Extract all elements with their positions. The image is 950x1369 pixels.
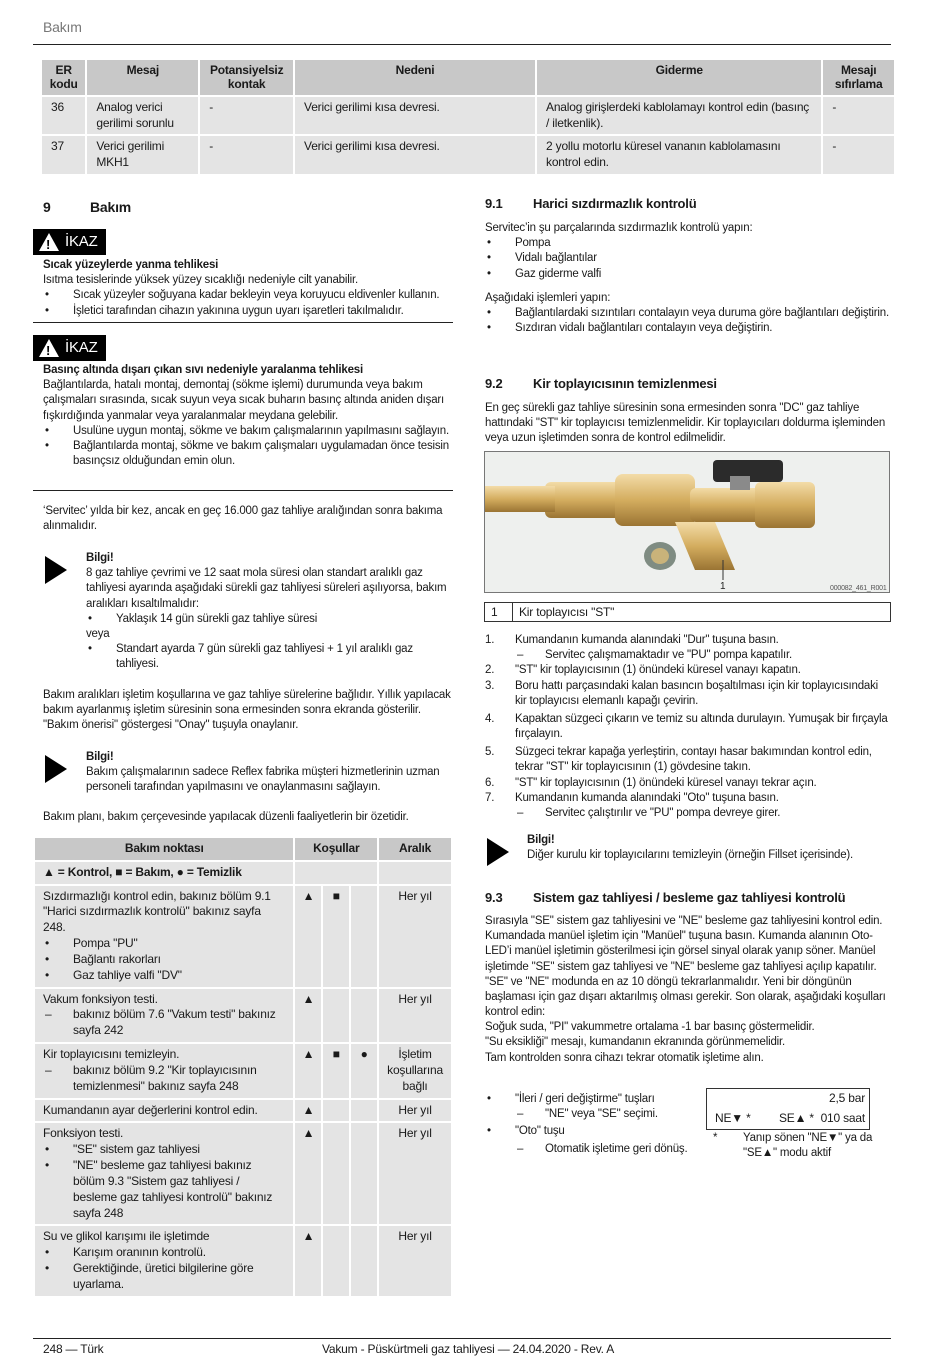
col-header-kontak: Potansiyelsiz kontak [200, 60, 293, 95]
info-1 [86, 551, 453, 672]
list-item: • Bağlantılarda montaj, sökme ve bakım çalışmaları uygulamadan önce tesisin basınçsız olduğundan emin olun. [43, 439, 453, 469]
info-arrow-icon [487, 838, 509, 866]
footer-page: 248 — Türk [43, 1342, 104, 1356]
step-text: "ST" kir toplayıcısının (1) önündeki küresel vanayı tekrar açın. [515, 776, 817, 789]
paragraph: Kumandada manüel işletim için "Manüel" tuşuna basın. Kumanda alanının Oto-LED’i manüel işletimin gösterilmesi için görsel sinyal olarak yanıp söner. Manüel işletimde "SE" sistem gaz tahliyesi ve "NE" besleme gaz tahliyesi açılıp kapatılır. [485, 930, 877, 973]
display-pressure: 2,5 bar [829, 1091, 865, 1105]
table-row [35, 1044, 451, 1097]
info-1-text: 8 gaz tahliye çevrimi ve 12 saat mola süresi olan standart aralıklı gaz tahliyesi ayarında aşağıdaki sürekli gaz tahliyesi süreleri aşılıyorsa, bakım aralıkları kısaltılmalıdır: [86, 567, 447, 610]
service-symbol: ■ [323, 1044, 349, 1097]
list-item [485, 663, 890, 678]
list-item: • Sıcak yüzeyler soğuyana kadar bekleyin veya koruyucu eldivenler kullanın. [43, 288, 453, 303]
list-item: – Servitec çalışmamaktadır ve "PU" pompa kapatılır. [515, 648, 890, 663]
row-text: Su ve glikol karışımı ile işletimde [43, 1229, 210, 1244]
display-note: Yanıp sönen "NE▼" ya da "SE▲" modu aktif [743, 1132, 873, 1160]
table-cell [35, 989, 293, 1042]
table-cell: Verici gerilimi kısa devresi. [295, 97, 535, 135]
list-item: • Gaz tahliye valfi "DV" [43, 968, 285, 984]
warning-triangle-icon [39, 339, 59, 357]
interval-text: Bakım aralıkları işletim koşullarına ve gaz tahliye sürelerine bağlıdır. Yıllık yapılacak bakım ayarlanmış işletim süresinin sona ermesinden sonra ekranda gösterilir. "Bakım önerisi" göstergesi "Onay" tuşuyla onaylanır. [43, 689, 451, 732]
table-cell: Analog girişlerdeki kablolamayı kontrol edin (basınç / iletkenlik). [537, 97, 821, 135]
table-cell [35, 1044, 293, 1097]
table-row [35, 1123, 451, 1224]
list-item: • Standart ayarda 7 gün sürekli gaz tahliyesi + 1 yıl aralıklı gaz tahliyesi. [86, 642, 453, 672]
step-number: 5. [485, 746, 495, 759]
footer-title: Vakum - Püskürtmeli gaz tahliyesi — 24.04.2020 - Rev. A [322, 1342, 615, 1356]
list-item: • Bağlantı rakorları [43, 952, 285, 968]
table-cell [35, 1226, 293, 1295]
col-header-er: ER kodu [42, 60, 85, 95]
table-cell: - [823, 97, 894, 135]
figure-id: 000082_461_R001 [830, 585, 887, 592]
list-item: – "NE" veya "SE" seçimi. [515, 1107, 700, 1122]
step-text: Boru hattı parçasındaki kalan basıncın boşaltılması için kir toplayıcısındaki kir toplayıcısı elemanlı kapağı çevirin. [515, 679, 879, 707]
clean-symbol: ● [351, 1044, 377, 1097]
check-symbol: ▲ [295, 1226, 321, 1295]
list-item: • Gerektiğinde, üretici bilgilerine göre uyarlama. [43, 1261, 285, 1293]
display-ne: NE▼ * [715, 1111, 751, 1125]
warning-badge-label: İKAZ [65, 233, 98, 251]
paragraph: "SE" ve "NE" modunda en az 10 döngü tekrarlanmalıdır. Yeni bir döngünün başlaması için gaz dışarı aktarılmış olması gerekir. Son olarak, aşağıdaki koşulları kontrol edin: [485, 975, 886, 1019]
check-symbol: ▲ [295, 989, 321, 1042]
caption-text: Kir toplayıcısı "ST" [519, 605, 615, 619]
warning-2-rule [33, 490, 453, 491]
section-93-number: 9.3 [485, 890, 503, 905]
table-cell: - [200, 97, 293, 135]
page-header-title: Bakım [43, 19, 82, 35]
table-row [42, 136, 894, 174]
info-2 [86, 750, 453, 796]
col-header-point: Bakım noktası [35, 838, 293, 860]
service-symbol [323, 1226, 349, 1295]
table-cell: Verici gerilimi kısa devresi. [295, 136, 535, 174]
service-symbol [323, 989, 349, 1042]
info-2-text: Bakım çalışmalarının sadece Reflex fabrika müşteri hizmetlerinin uzman personeli tarafından yapılmasını ve onaylanmasını sağlayın. [86, 766, 440, 794]
info-arrow-icon [45, 556, 67, 584]
warning-2-title: Basınç altında dışarı çıkan sıvı nedeniyle yaralanma tehlikesi [43, 364, 363, 376]
display-time: 010 saat [820, 1111, 865, 1125]
step-number: 1. [485, 634, 495, 646]
interval-cell: Her yıl [379, 1123, 451, 1224]
list-item: • Pompa "PU" [43, 936, 285, 952]
clean-symbol [351, 1226, 377, 1295]
list-item [485, 712, 890, 742]
table-cell: 37 [42, 136, 85, 174]
step-text: Kumandanın kumanda alanındaki "Oto" tuşuna basın. [515, 791, 779, 804]
section-93-title: Sistem gaz tahliyesi / besleme gaz tahliyesi kontrolü [533, 890, 846, 905]
col-header-sifirlama: Mesajı sıfırlama [823, 60, 894, 95]
table-cell: - [823, 136, 894, 174]
table-cell: 36 [42, 97, 85, 135]
list-item [485, 776, 890, 791]
warning-2-body [43, 363, 453, 469]
interval-cell: İşletim koşullarına bağlı [379, 1044, 451, 1097]
table-cell [35, 1123, 293, 1224]
maintenance-table [33, 836, 453, 1298]
step-number: 2. [485, 664, 495, 677]
list-item: • Gaz giderme valfi [485, 267, 890, 282]
warning-1-rule [33, 322, 453, 323]
section-93-body [485, 914, 890, 1066]
section-91-number: 9.1 [485, 196, 503, 211]
list-item: • "SE" sistem gaz tahliyesi [43, 1142, 285, 1158]
table-row [35, 1100, 451, 1122]
section-91-body [485, 221, 890, 336]
step-number: 6. [485, 776, 495, 789]
info-2-title: Bilgi! [86, 751, 114, 763]
step-text: Kapaktan süzgeci çıkarın ve temiz su altında durulayın. Yumuşak bir fırçayla fırçalayın. [515, 712, 888, 741]
table-cell [35, 886, 293, 987]
info-1-or: veya [86, 627, 110, 640]
table-cell [379, 862, 451, 884]
row-text: Sızdırmazlığı kontrol edin, bakınız bölüm 9.1 "Harici sızdırmazlık kontrolü" bakınız sayfa 248. [43, 888, 271, 935]
info-arrow-icon [45, 755, 67, 783]
col-header-mesaj: Mesaj [87, 60, 198, 95]
warning-triangle-icon [39, 233, 59, 251]
figure-caption [484, 602, 891, 622]
step-number: 7. [485, 791, 495, 804]
info-3-text: Diğer kurulu kir toplayıcılarını temizleyin (örneğin Fillset içerisinde). [527, 849, 854, 862]
clean-symbol [351, 886, 377, 987]
list-item: • "NE" besleme gaz tahliyesi bakınız bölüm 9.3 "Sistem gaz tahliyesi / besleme gaz tahliyesi kontrolü" bakınız sayfa 248 [43, 1158, 285, 1221]
service-symbol [323, 1100, 349, 1122]
list-item: • Pompa [485, 236, 890, 251]
list-item [485, 679, 890, 709]
section-92-number: 9.2 [485, 376, 503, 391]
list-item: • "İleri / geri değiştirme" tuşları [485, 1092, 700, 1107]
list-item [485, 791, 890, 821]
plan-text: Bakım planı, bakım çerçevesinde yapılacak düzenli faaliyetlerin bir özetidir. [43, 811, 409, 823]
controller-display [706, 1088, 870, 1130]
table-cell: Analog verici gerilimi sorunlu [87, 97, 198, 135]
header-rule [33, 44, 891, 45]
interval-cell: Her yıl [379, 989, 451, 1042]
caption-number: 1 [485, 603, 513, 621]
clean-symbol [351, 989, 377, 1042]
row-text: Kumandanın ayar değerlerini kontrol edin. [43, 1102, 258, 1117]
col-header-nedeni: Nedeni [295, 60, 535, 95]
step-text: Süzgeci tekrar kapağa yerleştirin, contayı hasar bakımından kontrol edin, tekrar "ST" kir toplayıcısının (1) gövdesine takın. [515, 746, 872, 774]
table-row [35, 989, 451, 1042]
check-symbol: ▲ [295, 1044, 321, 1097]
row-text: Vakum fonksiyon testi. [43, 991, 158, 1006]
section-9-title: Bakım [90, 199, 132, 215]
list-item: • "Oto" tuşu [485, 1124, 700, 1139]
list-item [485, 745, 890, 775]
section-92-steps [485, 633, 890, 821]
section-93-keys [485, 1092, 700, 1157]
check-symbol: ▲ [295, 1100, 321, 1122]
warning-2-text: Bağlantılarda, hatalı montaj, demontaj (sökme işlemi) durumunda veya bakım çalışmaları sırasında, sıcak suyun veya sıcak buharın basınç altında aniden dışarı fışkırdığında yanmalar veya yaralanmalar meydana gelebilir. [43, 379, 445, 422]
dirt-trap-photo [484, 451, 890, 593]
warning-badge-1 [33, 229, 106, 255]
step-number: 4. [485, 712, 495, 725]
service-symbol: ■ [323, 886, 349, 987]
list-item: • Karışım oranının kontrolü. [43, 1245, 285, 1261]
table-row [35, 886, 451, 987]
table-cell: 2 yollu motorlu küresel vananın kablolamasını kontrol edin. [537, 136, 821, 174]
step-text: Kumandanın kumanda alanındaki "Dur" tuşuna basın. [515, 634, 779, 646]
footer-rule [33, 1338, 891, 1339]
list-item: • Vidalı bağlantılar [485, 251, 890, 266]
legend-text: ▲ = Kontrol, ■ = Bakım, ● = Temizlik [35, 862, 293, 884]
check-symbol: ▲ [295, 1123, 321, 1224]
section-91-title: Harici sızdırmazlık kontrolü [533, 196, 697, 211]
check-symbol: ▲ [295, 886, 321, 987]
clean-symbol [351, 1100, 377, 1122]
error-code-table [40, 58, 896, 176]
table-cell [295, 862, 377, 884]
display-note-star: * [713, 1132, 718, 1144]
list-item: • Sızdıran vidalı bağlantıları contalayın veya değiştirin. [485, 321, 890, 336]
row-text: Kir toplayıcısını temizleyin. [43, 1047, 180, 1062]
paragraph: "Su eksikliği" mesajı, kumandanın ekranında görünmemelidir. [485, 1036, 785, 1049]
step-number: 3. [485, 679, 495, 692]
section-9-number: 9 [43, 199, 51, 215]
list-item: – Servitec çalıştırılır ve "PU" pompa devreye girer. [515, 806, 890, 821]
list-item: • Bağlantılardaki sızıntıları contalayın veya duruma göre bağlantıları değiştirin. [485, 306, 890, 321]
table-cell: - [200, 136, 293, 174]
warning-1-body [43, 258, 453, 319]
display-se: SE▲ * [779, 1111, 814, 1125]
list-item: – bakınız bölüm 9.2 "Kir toplayıcısının temizlenmesi" bakınız sayfa 248 [43, 1063, 285, 1095]
warning-badge-label: İKAZ [65, 339, 98, 357]
list-item: • Usulüne uygun montaj, sökme ve bakım çalışmalarının yapılmasını sağlayın. [43, 424, 453, 439]
list-item [485, 633, 890, 663]
table-cell [35, 1100, 293, 1122]
interval-cell: Her yıl [379, 886, 451, 987]
paragraph: Sırasıyla "SE" sistem gaz tahliyesini ve "NE" besleme gaz tahliyesini kontrol edin. [485, 915, 883, 927]
step-text: "ST" kir toplayıcısının (1) önündeki küresel vanayı kapatın. [515, 664, 801, 677]
info-3-title: Bilgi! [527, 834, 555, 846]
row-text: Fonksiyon testi. [43, 1126, 124, 1141]
col-header-interval: Aralık [379, 838, 451, 860]
legend-row [35, 862, 451, 884]
section-92-intro: En geç sürekli gaz tahliye süresinin sona ermesinden sonra "DC" gaz tahliye hattındaki "ST" kir toplayıcısı temizlenmelidir. Kir toplayıcıları doldurma işleminden veya uzun işletimden sonra de kontrol edilmelidir. [485, 402, 886, 445]
service-symbol [323, 1123, 349, 1224]
intro-text: ‘Servitec’ yılda bir kez, ancak en geç 16.000 gaz tahliye aralığından sonra bakıma alınmalıdır. [43, 505, 443, 533]
dirt-trap-illustration [485, 452, 890, 593]
col-header-giderme: Giderme [537, 60, 821, 95]
section-91-intro2: Aşağıdaki işlemleri yapın: [485, 291, 611, 304]
interval-cell: Her yıl [379, 1226, 451, 1295]
info-3 [527, 833, 890, 863]
col-header-conditions: Koşullar [295, 838, 377, 860]
list-item: – Otomatik işletime geri dönüş. [515, 1142, 700, 1157]
table-row [35, 1226, 451, 1295]
list-item: – bakınız bölüm 7.6 "Vakum testi" bakınız sayfa 242 [43, 1007, 285, 1039]
figure-callout: 1 [720, 581, 726, 592]
table-row [42, 97, 894, 135]
list-item: • İşletici tarafından cihazın yakınına uygun uyarı işaretleri takılmalıdır. [43, 304, 453, 319]
clean-symbol [351, 1123, 377, 1224]
paragraph: Tam kontrolden sonra cihazı tekrar otomatik işletime alın. [485, 1051, 764, 1064]
warning-badge-2 [33, 335, 106, 361]
interval-cell: Her yıl [379, 1100, 451, 1122]
table-cell: Verici gerilimi MKH1 [87, 136, 198, 174]
section-92-title: Kir toplayıcısının temizlenmesi [533, 376, 717, 391]
warning-1-text: Isıtma tesislerinde yüksek yüzey sıcaklığı nedeniyle cilt yanabilir. [43, 274, 358, 287]
warning-1-title: Sıcak yüzeylerde yanma tehlikesi [43, 259, 219, 271]
paragraph: Soğuk suda, "PI" vakummetre ortalama -1 bar basınç göstermelidir. [485, 1021, 815, 1034]
section-91-intro: Servitec’in şu parçalarında sızdırmazlık kontrolü yapın: [485, 222, 753, 234]
list-item: • Yaklaşık 14 gün sürekli gaz tahliye süresi [86, 612, 453, 627]
info-1-title: Bilgi! [86, 552, 114, 564]
